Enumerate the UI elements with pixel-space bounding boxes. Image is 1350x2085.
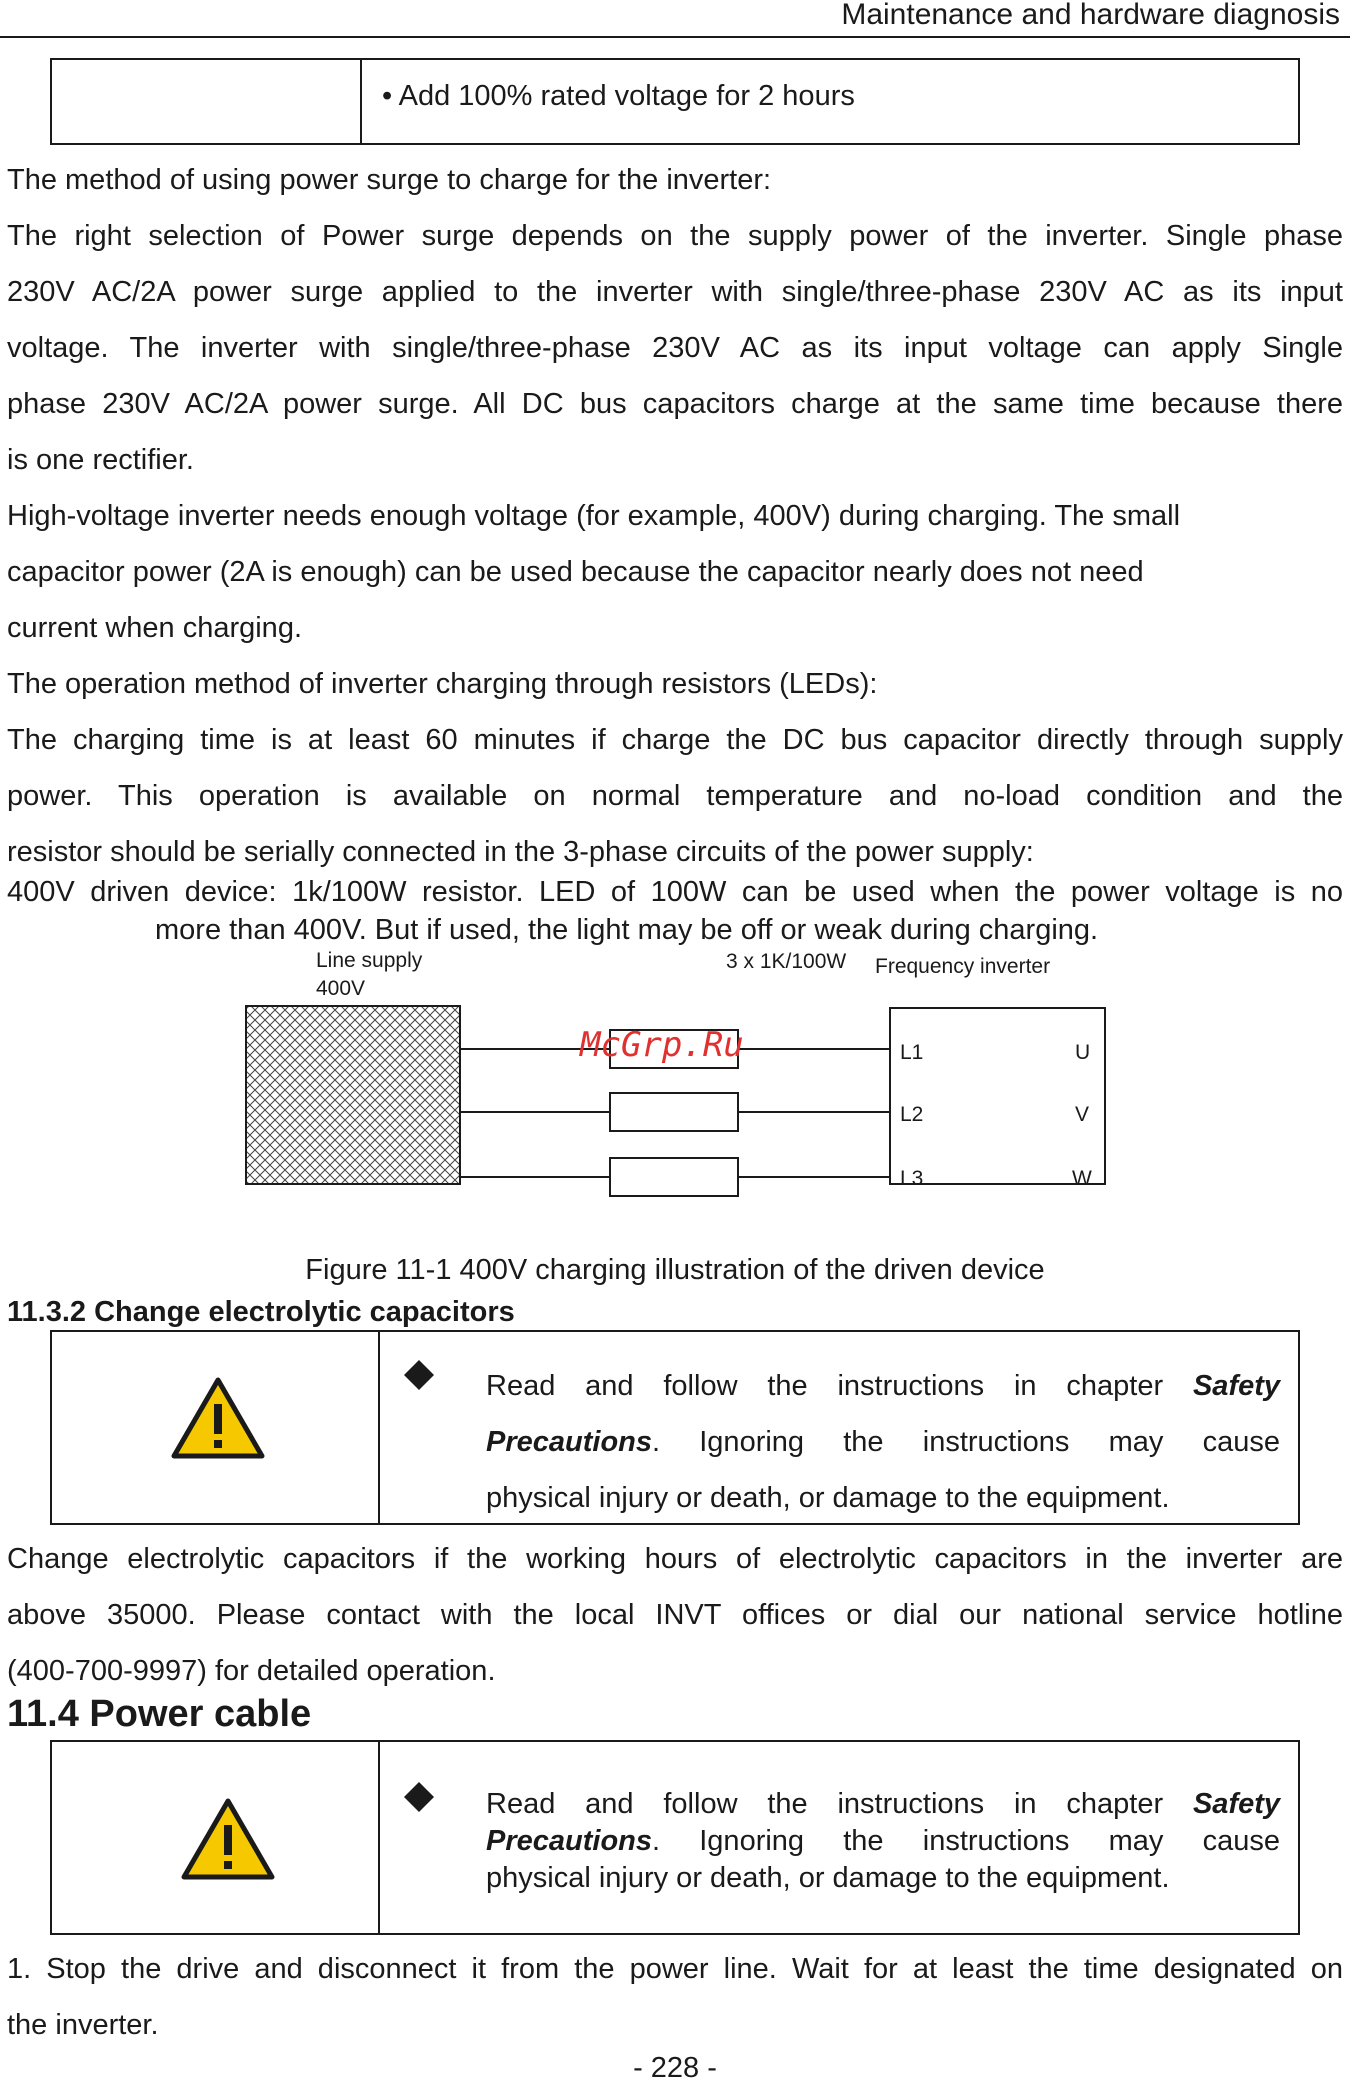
paragraph-line: the inverter. bbox=[7, 2009, 159, 2041]
frequency-inverter-block bbox=[890, 1008, 1105, 1184]
top-table bbox=[50, 58, 1300, 145]
table-cell-text: • Add 100% rated voltage for 2 hours bbox=[382, 80, 855, 112]
paragraph-line: (400-700-9997) for detailed operation. bbox=[7, 1655, 496, 1687]
warning-triangle-icon bbox=[180, 1797, 276, 1883]
terminal-u: U bbox=[1075, 1041, 1091, 1064]
warning-line-3: physical injury or death, or damage to the equipment. bbox=[486, 1862, 1170, 1894]
table-divider bbox=[378, 1742, 380, 1933]
line-supply-block bbox=[246, 1006, 460, 1184]
warning-text bbox=[486, 1786, 1280, 1897]
resistor-3 bbox=[610, 1158, 738, 1196]
terminal-w: W bbox=[1072, 1167, 1092, 1190]
paragraph-line: voltage. The inverter with single/three-phase 230V AC as its input voltage can apply Single bbox=[7, 332, 1343, 364]
page-header bbox=[0, 0, 1350, 38]
warning-line-3: physical injury or death, or damage to the equipment. bbox=[486, 1482, 1170, 1514]
paragraph-line: The right selection of Power surge depends on the supply power of the inverter. Single phase bbox=[7, 220, 1343, 252]
terminal-l3: L3 bbox=[900, 1167, 924, 1190]
resistor-label: 3 x 1K/100W bbox=[726, 950, 847, 973]
paragraph-line: above 35000. Please contact with the local INVT offices or dial our national service hotline bbox=[7, 1599, 1343, 1631]
header-title: Maintenance and hardware diagnosis bbox=[841, 0, 1340, 31]
page-number: - 228 - bbox=[633, 2052, 717, 2084]
terminal-l1: L1 bbox=[900, 1041, 924, 1064]
warning-line-1: Read and follow the instructions in chapter Safety bbox=[486, 1370, 1281, 1402]
supply-label: Line supply bbox=[316, 949, 423, 972]
terminal-l2: L2 bbox=[900, 1103, 924, 1126]
warning-triangle-icon bbox=[170, 1376, 266, 1462]
warning-line-2: Precautions. Ignoring the instructions may cause bbox=[486, 1825, 1280, 1857]
watermark: McGrp.Ru bbox=[580, 1025, 744, 1065]
section-heading: 11.3.2 Change electrolytic capacitors bbox=[7, 1296, 515, 1328]
resistor-2 bbox=[610, 1093, 738, 1131]
terminal-v: V bbox=[1075, 1103, 1090, 1126]
paragraph-line: more than 400V. But if used, the light may be off or weak during charging. bbox=[155, 914, 1099, 946]
warning-table bbox=[50, 1740, 1300, 1935]
warning-line-1: Read and follow the instructions in chapter Safety bbox=[486, 1788, 1281, 1820]
table-divider bbox=[360, 60, 362, 143]
paragraph-line: The method of using power surge to charge for the inverter: bbox=[7, 164, 772, 196]
paragraph-line: current when charging. bbox=[7, 612, 302, 644]
charging-diagram bbox=[230, 945, 1110, 1235]
diamond-bullet-icon bbox=[404, 1782, 434, 1812]
paragraph-line: High-voltage inverter needs enough voltage (for example, 400V) during charging. The small bbox=[7, 500, 1181, 532]
figure-caption: Figure 11-1 400V charging illustration of the driven device bbox=[305, 1254, 1045, 1286]
paragraph-line: The operation method of inverter charging through resistors (LEDs): bbox=[7, 668, 878, 700]
paragraph-line: Change electrolytic capacitors if the working hours of electrolytic capacitors in the inverter are bbox=[7, 1543, 1343, 1575]
table-divider bbox=[378, 1332, 380, 1523]
inverter-label: Frequency inverter bbox=[875, 955, 1051, 978]
paragraph-line: 230V AC/2A power surge applied to the inverter with single/three-phase 230V AC as its input bbox=[7, 276, 1343, 308]
warning-line-2: Precautions. Ignoring the instructions may cause bbox=[486, 1426, 1280, 1458]
paragraph-line: power. This operation is available on normal temperature and no-load condition and the bbox=[7, 780, 1343, 812]
warning-text bbox=[486, 1358, 1280, 1526]
paragraph-line: The charging time is at least 60 minutes if charge the DC bus capacitor directly through supply bbox=[7, 724, 1343, 756]
warning-table bbox=[50, 1330, 1300, 1525]
paragraph-line: resistor should be serially connected in the 3-phase circuits of the power supply: bbox=[7, 836, 1034, 868]
paragraph-line: 400V driven device: 1k/100W resistor. LED of 100W can be used when the power voltage is no bbox=[7, 876, 1343, 908]
paragraph-line: capacitor power (2A is enough) can be used because the capacitor nearly does not need bbox=[7, 556, 1144, 588]
paragraph-line: 1. Stop the drive and disconnect it from the power line. Wait for at least the time designated on bbox=[7, 1953, 1343, 1985]
diamond-bullet-icon bbox=[404, 1360, 434, 1390]
supply-voltage-label: 400V bbox=[316, 977, 366, 1000]
paragraph-line: is one rectifier. bbox=[7, 444, 194, 476]
paragraph-line: phase 230V AC/2A power surge. All DC bus capacitors charge at the same time because there bbox=[7, 388, 1343, 420]
section-heading: 11.4 Power cable bbox=[7, 1693, 312, 1735]
